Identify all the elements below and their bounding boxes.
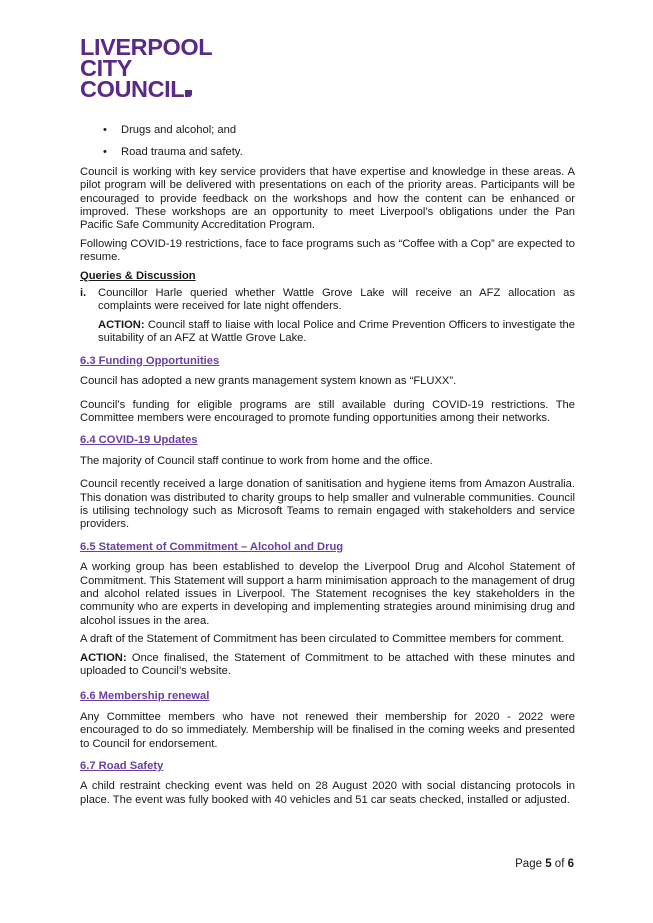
query-item (80, 287, 575, 314)
paragraph: Following COVID-19 restrictions, face to face programs such as “Coffee with a Cop” are expected to resume. (80, 237, 575, 264)
query-item-number: i. (80, 287, 87, 300)
page-number: Page 5 of 6 (515, 858, 574, 870)
paragraph: A child restraint checking event was held on 28 August 2020 with social distancing protocols in place. The event was fully booked with 40 vehicles and 51 car seats checked, installed or adjusted. (80, 780, 575, 806)
section-heading-6-5: 6.5 Statement of Commitment – Alcohol and Drug (80, 540, 344, 553)
query-item-text: Councillor Harle queried whether Wattle Grove Lake will receive an AFZ allocation as complaints were received for late night offenders. (98, 287, 575, 313)
paragraph: The majority of Council staff continue to work from home and the office. (80, 454, 433, 467)
council-logo (80, 34, 213, 102)
action-label: ACTION: (80, 651, 127, 664)
bullet-icon: • (103, 146, 107, 159)
action-label: ACTION: (98, 318, 145, 331)
document-body (80, 124, 575, 807)
bullet-icon: • (103, 124, 107, 136)
logo-line-1: LIVERPOOL (80, 34, 213, 60)
section-heading-6-6: 6.6 Membership renewal (80, 690, 210, 703)
bullet-item: • Drugs and alcohol; and (103, 124, 237, 136)
paragraph: Council is working with key service providers that have expertise and knowledge in these areas. A pilot program will be delivered with presentations on each of the priority areas. Participants will be encouraged to provide feedback on the workshops and how the content can be enhanced or improved. These workshops are an opportunity to meet Liverpool’s obligations under the Pan Pacific Safe Community Accreditation Program. (80, 165, 575, 232)
query-action (80, 319, 575, 346)
queries-heading: Queries & Discussion (80, 269, 196, 282)
action-text: Once finalised, the Statement of Commitment to be attached with these minutes and uploaded to Council’s website. (80, 651, 575, 677)
section-heading-6-4: 6.4 COVID-19 Updates (80, 434, 198, 447)
section-heading-6-7: 6.7 Road Safety (80, 760, 164, 773)
paragraph: A draft of the Statement of Commitment has been circulated to Committee members for comment. (80, 633, 565, 646)
paragraph: Any Committee members who have not renewed their membership for 2020 - 2022 were encouraged to do so immediately. Membership will be finalised in the coming weeks and presented to Council for endorsement. (80, 710, 575, 750)
paragraph: Council’s funding for eligible programs are still available during COVID-19 restrictions. The Committee members were encouraged to promote funding opportunities among their networks. (80, 398, 575, 424)
logo-line-3: COUNCIL (80, 76, 185, 102)
paragraph: A working group has been established to develop the Liverpool Drug and Alcohol Statement of Commitment. This Statement will support a harm minimisation approach to the management of drug and alcohol related issues in Liverpool. The Statement recognises the key stakeholders in the community who are experts in developing and implementing strategies around minimising drug and alcohol issues in the area. (80, 561, 575, 627)
paragraph: Council recently received a large donation of sanitisation and hygiene items from Amazon Australia. This donation was distributed to charity groups to help smaller and vulnerable communities. Council is utilising technology such as Microsoft Teams to remain engaged with stakeholders and service providers. (80, 478, 575, 531)
section-heading-6-3: 6.3 Funding Opportunities (80, 354, 220, 367)
paragraph: Council has adopted a new grants management system known as “FLUXX”. (80, 375, 457, 388)
logo-line-2: CITY (80, 55, 132, 81)
bullet-item: • Road trauma and safety. (103, 146, 243, 159)
logo-dot-icon (185, 90, 192, 97)
action-text: Council staff to liaise with local Police and Crime Prevention Officers to investigate the suitability of an AFZ at Wattle Grove Lake. (98, 318, 575, 345)
